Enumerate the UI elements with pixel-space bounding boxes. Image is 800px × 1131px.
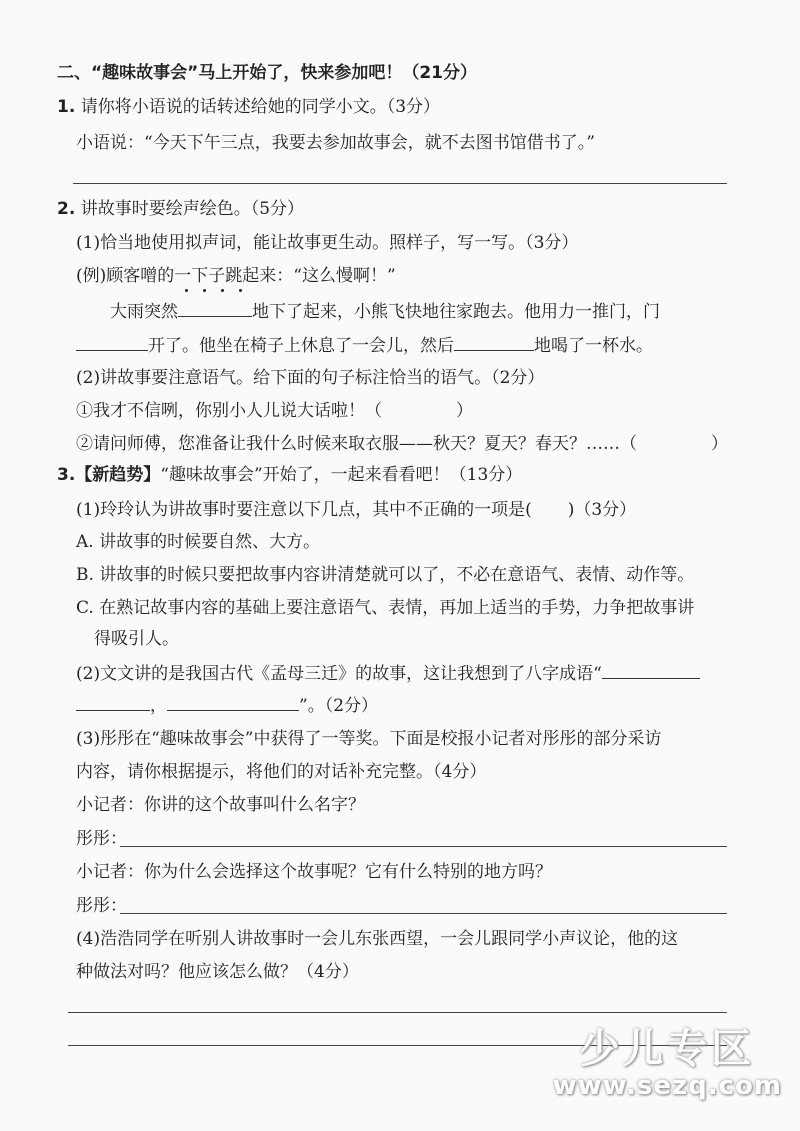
part-text-end: ”。（2分） [299,696,379,716]
q3-part4-answer-line-1[interactable] [68,1012,727,1013]
emphasis-dot [221,289,224,292]
q3-part1 [76,499,636,521]
part-text: (1)玲玲认为讲故事时要注意以下几点，其中不正确的一项是( [76,500,532,520]
fill-text: 地喝了一杯水。 [534,336,653,356]
reporter-q1: 小记者：你讲的这个故事叫什么名字？ [76,795,365,815]
q2-number: 2. [57,199,76,219]
watermark-url: www.sezq.com [552,1071,782,1101]
tongtong-a2-label: 彤彤： [76,896,127,916]
reporter-q2: 小记者：你为什么会选择这个故事呢？它有什么特别的地方吗？ [76,862,552,882]
fill-blank-1[interactable] [178,300,252,317]
q2-stem [57,198,304,220]
option-c-line2: 得吸引人。 [94,629,179,649]
q2-example: (例)顾客噌的一下子跳起来：“这么慢啊！” [76,266,396,286]
q3-part3-line1: (3)彤彤在“趣味故事会”中获得了一等奖。下面是校报小记者对彤彤的部分采访 [76,729,662,749]
fill-text: 大雨突然 [110,302,178,322]
tongtong-a1-line[interactable] [120,846,727,847]
q2-sentence-1 [76,400,473,422]
q3-part4-line2: 种做法对吗？他应该怎么做？（4分） [76,962,359,982]
q1-text: 请你将小语说的话转述给她的同学小文。（3分） [80,97,441,117]
q2-fill-line-a [110,300,660,323]
emphasis-dot [185,289,188,292]
q3-part4-line1: (4)浩浩同学在听别人讲故事时一会儿东张西望，一会儿跟同学小声议论，他的这 [76,929,679,949]
q3-part2-line2 [76,694,378,717]
emphasis-dot [203,289,206,292]
fill-blank-2[interactable] [76,334,148,351]
fill-blank-3[interactable] [454,334,534,351]
fill-text: 地下了起来，小熊飞快地往家跑去。他用力一推门，门 [252,302,660,322]
q1-stem [57,96,440,118]
q3-part2-line1 [76,662,700,685]
q2-sentence-2 [76,433,728,455]
section-title: 二、“趣味故事会”马上开始了，快来参加吧！（21分） [57,63,478,83]
sentence-text: ①我才不信咧，你别小人儿说大话啦！（ [76,401,382,421]
new-trend-tag: 【新趋势】 [75,465,161,485]
q3-text: “趣味故事会”开始了，一起来看看吧！（13分） [160,465,523,485]
idiom-blank-1[interactable] [602,662,700,679]
q1-quote: 小语说：“今天下午三点，我要去参加故事会，就不去图书馆借书了。” [76,133,595,153]
site-watermark [553,1027,782,1101]
tongtong-a1-label: 彤彤： [76,829,127,849]
option-a: A. 讲故事的时候要自然、大方。 [76,532,321,552]
q2-part1: (1)恰当地使用拟声词，能让故事更生动。照样子，写一写。（3分） [76,233,579,253]
part-text-end: )（3分） [567,500,637,520]
watermark-title: 少儿专区 [579,1026,756,1072]
paren-close: ） [711,434,728,454]
q2-text: 讲故事时要绘声绘色。（5分） [80,199,305,219]
paren-close: ） [456,401,473,421]
part-text: (2)文文讲的是我国古代《孟母三迁》的故事，这让我想到了八字成语“ [76,664,602,684]
comma: ， [150,696,167,716]
tongtong-a2-line[interactable] [120,913,727,914]
q3-stem [57,464,522,486]
q3-part3-line2: 内容，请你根据提示，将他们的对话补充完整。（4分） [76,762,487,782]
q1-answer-line[interactable] [73,183,727,184]
fill-text: 开了。他坐在椅子上休息了一会儿，然后 [148,336,454,356]
option-b: B. 讲故事的时候只要把故事内容讲清楚就可以了，不必在意语气、表情、动作等。 [76,565,695,585]
q1-number: 1. [57,97,76,117]
sentence-text: ②请问师傅，您准备让我什么时候来取衣服——秋天？夏天？春天？……（ [76,434,637,454]
q3-number: 3. [57,465,76,485]
q2-fill-line-b [76,334,653,357]
emphasis-dot [239,289,242,292]
option-c-line1: C. 在熟记故事内容的基础上要注意语气、表情，再加上适当的手势，力争把故事讲 [76,598,695,618]
q2-part2: (2)讲故事要注意语气。给下面的句子标注恰当的语气。（2分） [76,368,545,388]
idiom-blank-3[interactable] [167,694,299,711]
idiom-blank-2[interactable] [76,694,150,711]
